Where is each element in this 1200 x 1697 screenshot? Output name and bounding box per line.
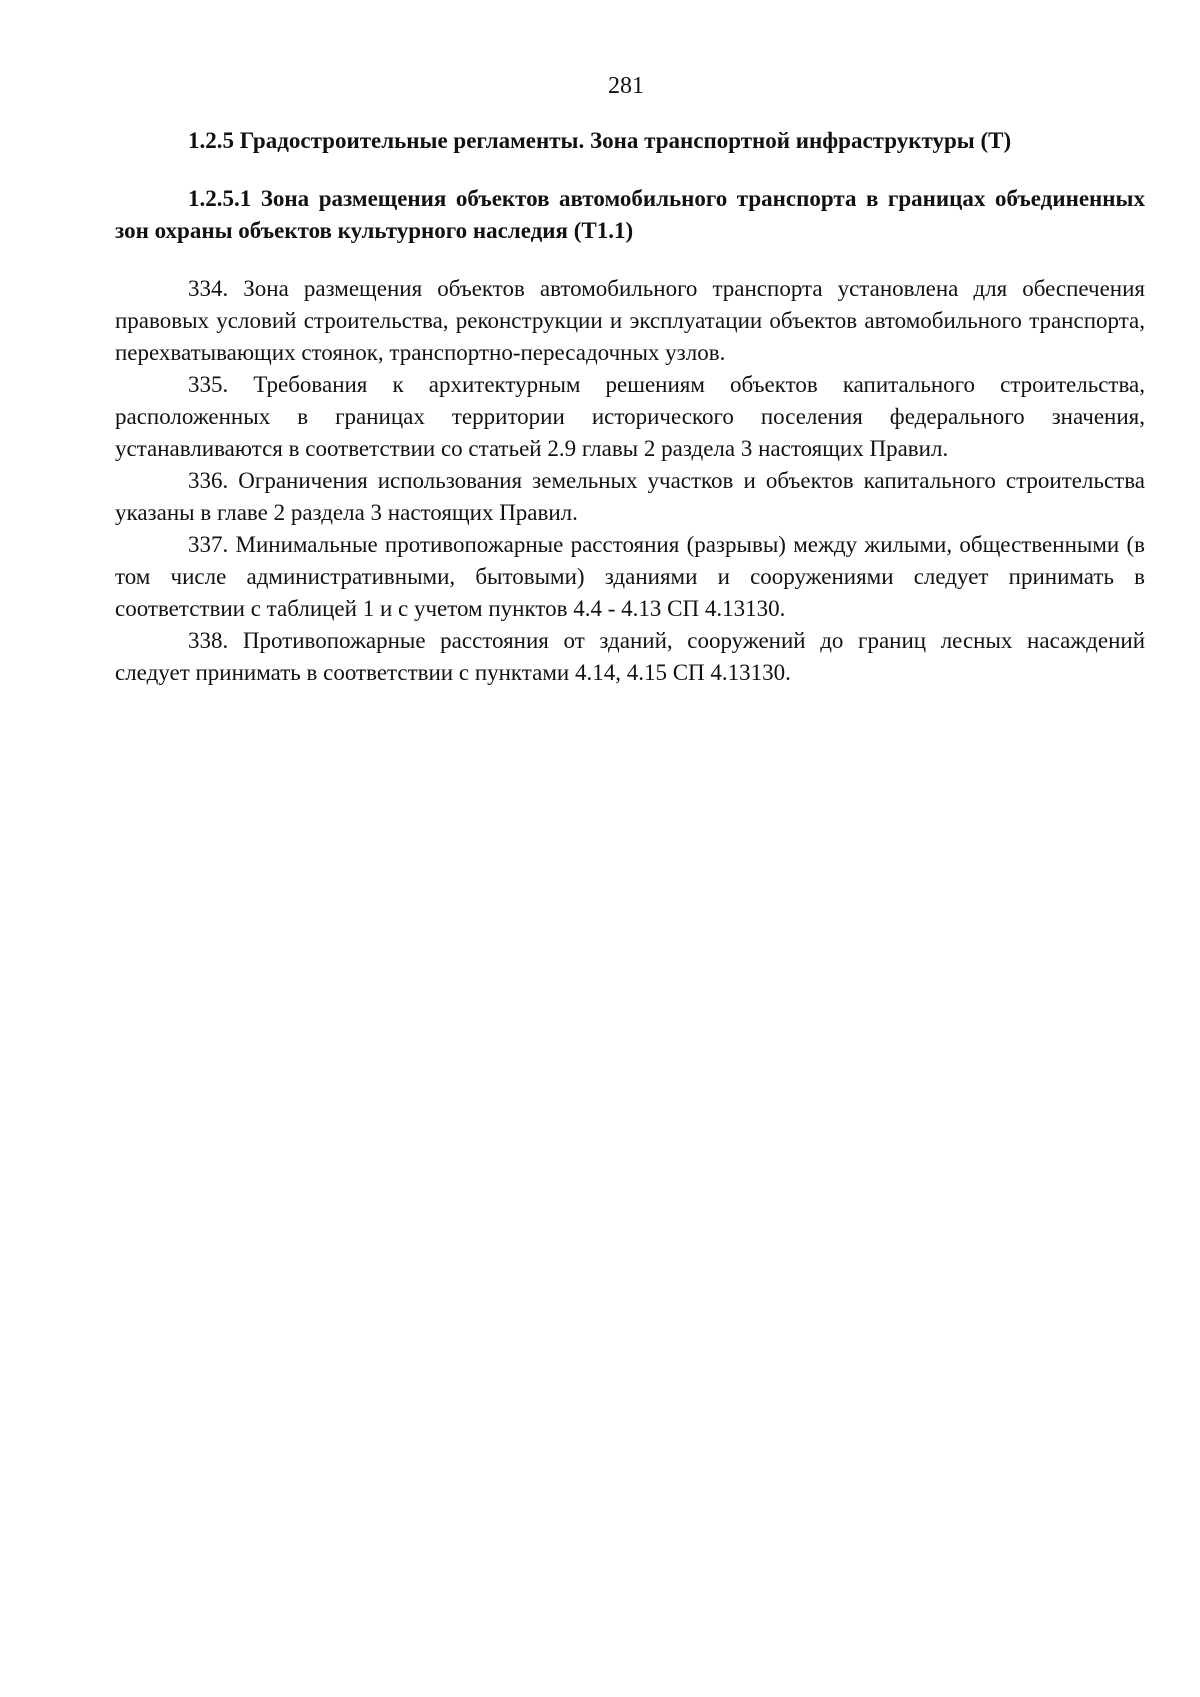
- paragraph-334: 334. Зона размещения объектов автомобильного транспорта установлена для обеспечения правовых условий строительства, реконструкции и эксплуатации объектов автомобильного транспорта, перехватывающих стоянок, транспортно-пересадочных узлов.: [115, 276, 1145, 365]
- subsection-heading: 1.2.5.1 Зона размещения объектов автомобильного транспорта в границах объединенных зон охраны объектов культурного наследия (Т1.1): [115, 186, 1145, 243]
- page-content: [115, 125, 1145, 689]
- paragraph-335: 335. Требования к архитектурным решениям объектов капитального строительства, расположенных в границах территории исторического поселения федерального значения, устанавливаются в соответствии со статьей 2.9 главы 2 раздела 3 настоящих Правил.: [115, 372, 1145, 461]
- paragraph-338: 338. Противопожарные расстояния от зданий, сооружений до границ лесных насаждений следует принимать в соответствии с пунктами 4.14, 4.15 СП 4.13130.: [115, 628, 1145, 685]
- paragraph-337: 337. Минимальные противопожарные расстояния (разрывы) между жилыми, общественными (в том числе административными, бытовыми) зданиями и сооружениями следует принимать в соответствии с таблицей 1 и с учетом пунктов 4.4 - 4.13 СП 4.13130.: [115, 532, 1145, 621]
- page-number: 281: [608, 73, 644, 99]
- paragraph-336: 336. Ограничения использования земельных участков и объектов капитального строительства указаны в главе 2 раздела 3 настоящих Правил.: [115, 468, 1145, 525]
- section-heading: 1.2.5 Градостроительные регламенты. Зона транспортной инфраструктуры (Т): [188, 128, 1012, 153]
